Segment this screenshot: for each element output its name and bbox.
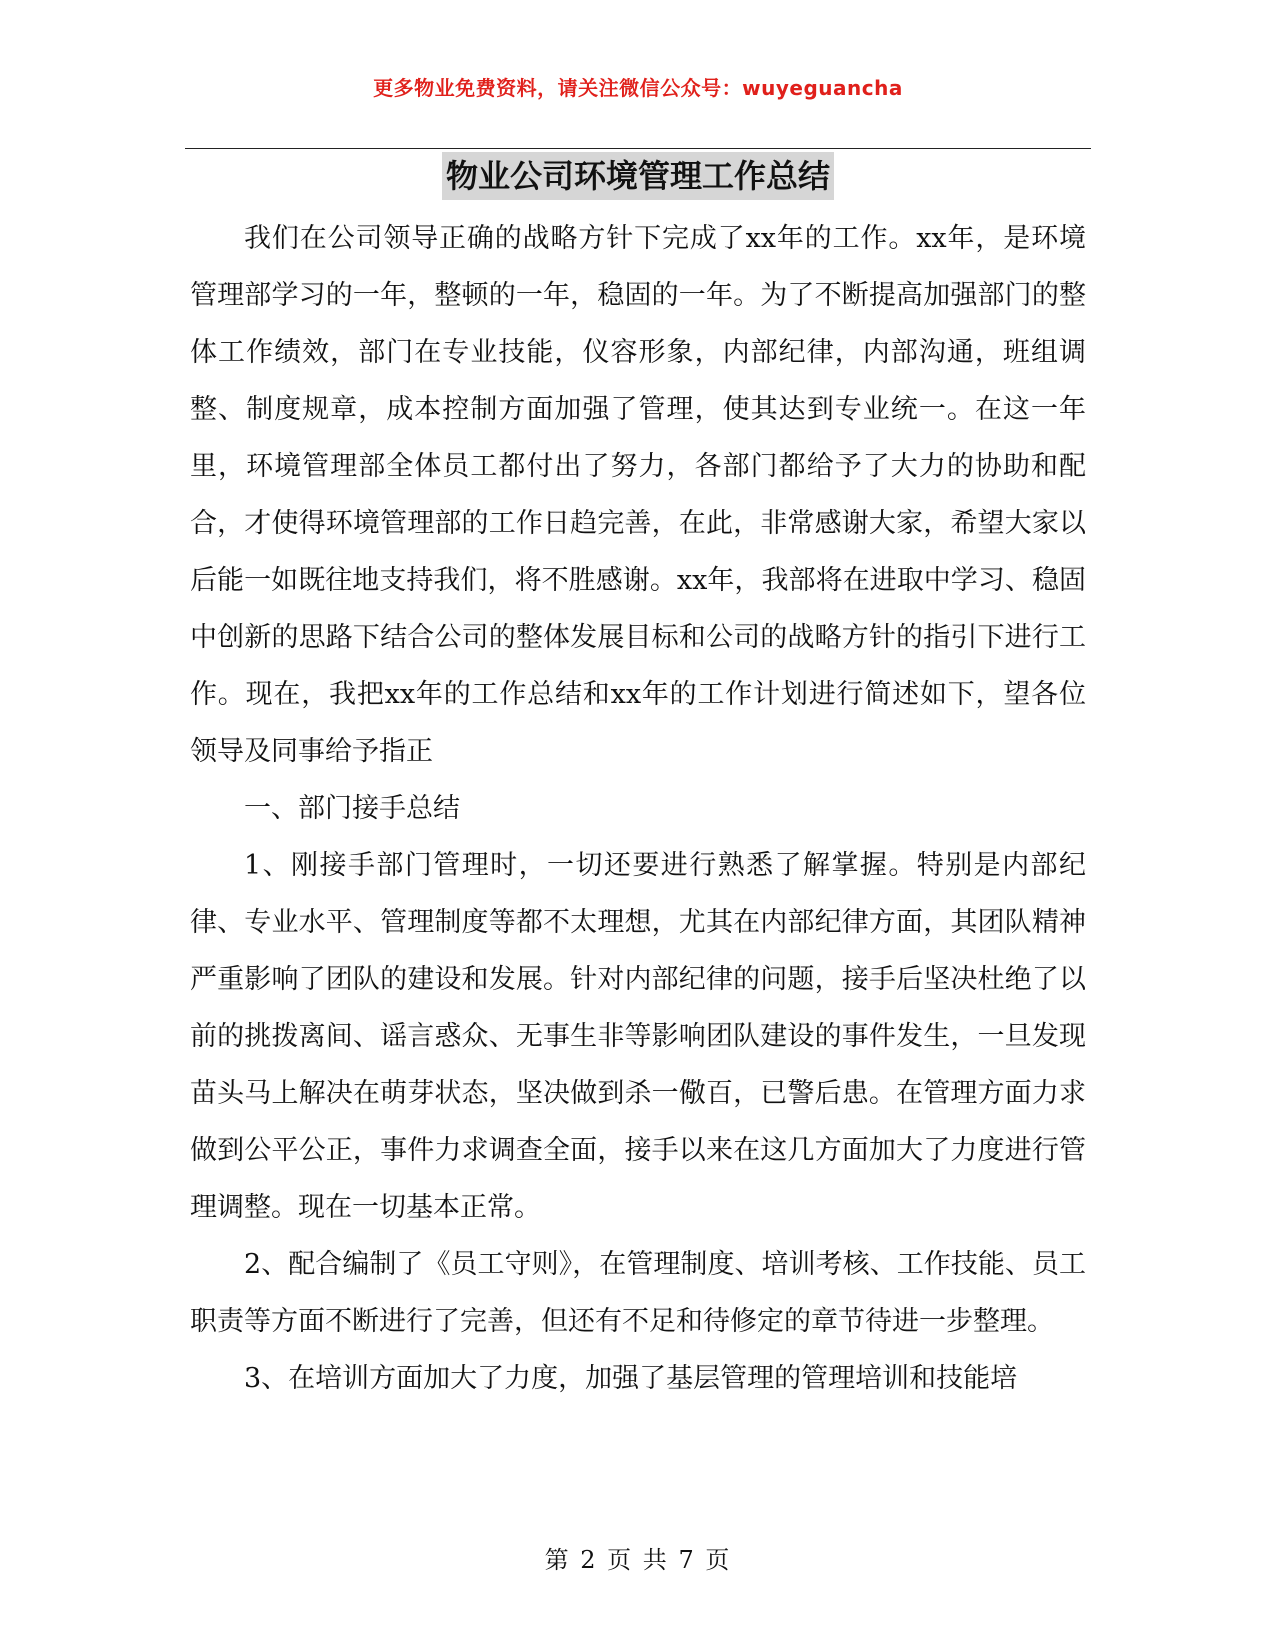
document-body xyxy=(190,210,1086,1407)
paragraph-item-1: 1、刚接手部门管理时，一切还要进行熟悉了解掌握。特别是内部纪律、专业水平、管理制度等都不太理想，尤其在内部纪律方面，其团队精神严重影响了团队的建设和发展。针对内部纪律的问题，接手后坚决杜绝了以前的挑拨离间、谣言惑众、无事生非等影响团队建设的事件发生，一旦发现苗头马上解决在萌芽状态，坚决做到杀一儆百，已警后患。在管理方面力求做到公平公正，事件力求调查全面，接手以来在这几方面加大了力度进行管理调整。现在一切基本正常。 xyxy=(190,850,1086,1223)
title-container xyxy=(0,152,1276,200)
paragraph-item-3: 3、在培训方面加大了力度，加强了基层管理的管理培训和技能培 xyxy=(244,1363,1018,1394)
section-heading: 一、部门接手总结 xyxy=(244,793,460,824)
paragraph-item-2: 2、配合编制了《员工守则》，在管理制度、培训考核、工作技能、员工职责等方面不断进行了完善，但还有不足和待修定的章节待进一步整理。 xyxy=(190,1249,1086,1337)
page-number: 第 2 页 共 7 页 xyxy=(544,1546,732,1574)
document-title: 物业公司环境管理工作总结 xyxy=(442,152,834,200)
header-divider xyxy=(185,148,1091,149)
promo-header: 更多物业免费资料，请关注微信公众号：wuyeguancha xyxy=(373,76,903,100)
paragraph-intro: 我们在公司领导正确的战略方针下完成了xx年的工作。xx年，是环境管理部学习的一年，整顿的一年，稳固的一年。为了不断提高加强部门的整体工作绩效，部门在专业技能，仪容形象，内部纪律，内部沟通，班组调整、制度规章，成本控制方面加强了管理，使其达到专业统一。在这一年里，环境管理部全体员工都付出了努力，各部门都给予了大力的协助和配合，才使得环境管理部的工作日趋完善，在此，非常感谢大家，希望大家以后能一如既往地支持我们，将不胜感谢。xx年，我部将在进取中学习、稳固中创新的思路下结合公司的整体发展目标和公司的战略方针的指引下进行工作。现在，我把xx年的工作总结和xx年的工作计划进行简述如下，望各位领导及同事给予指正 xyxy=(190,223,1086,767)
